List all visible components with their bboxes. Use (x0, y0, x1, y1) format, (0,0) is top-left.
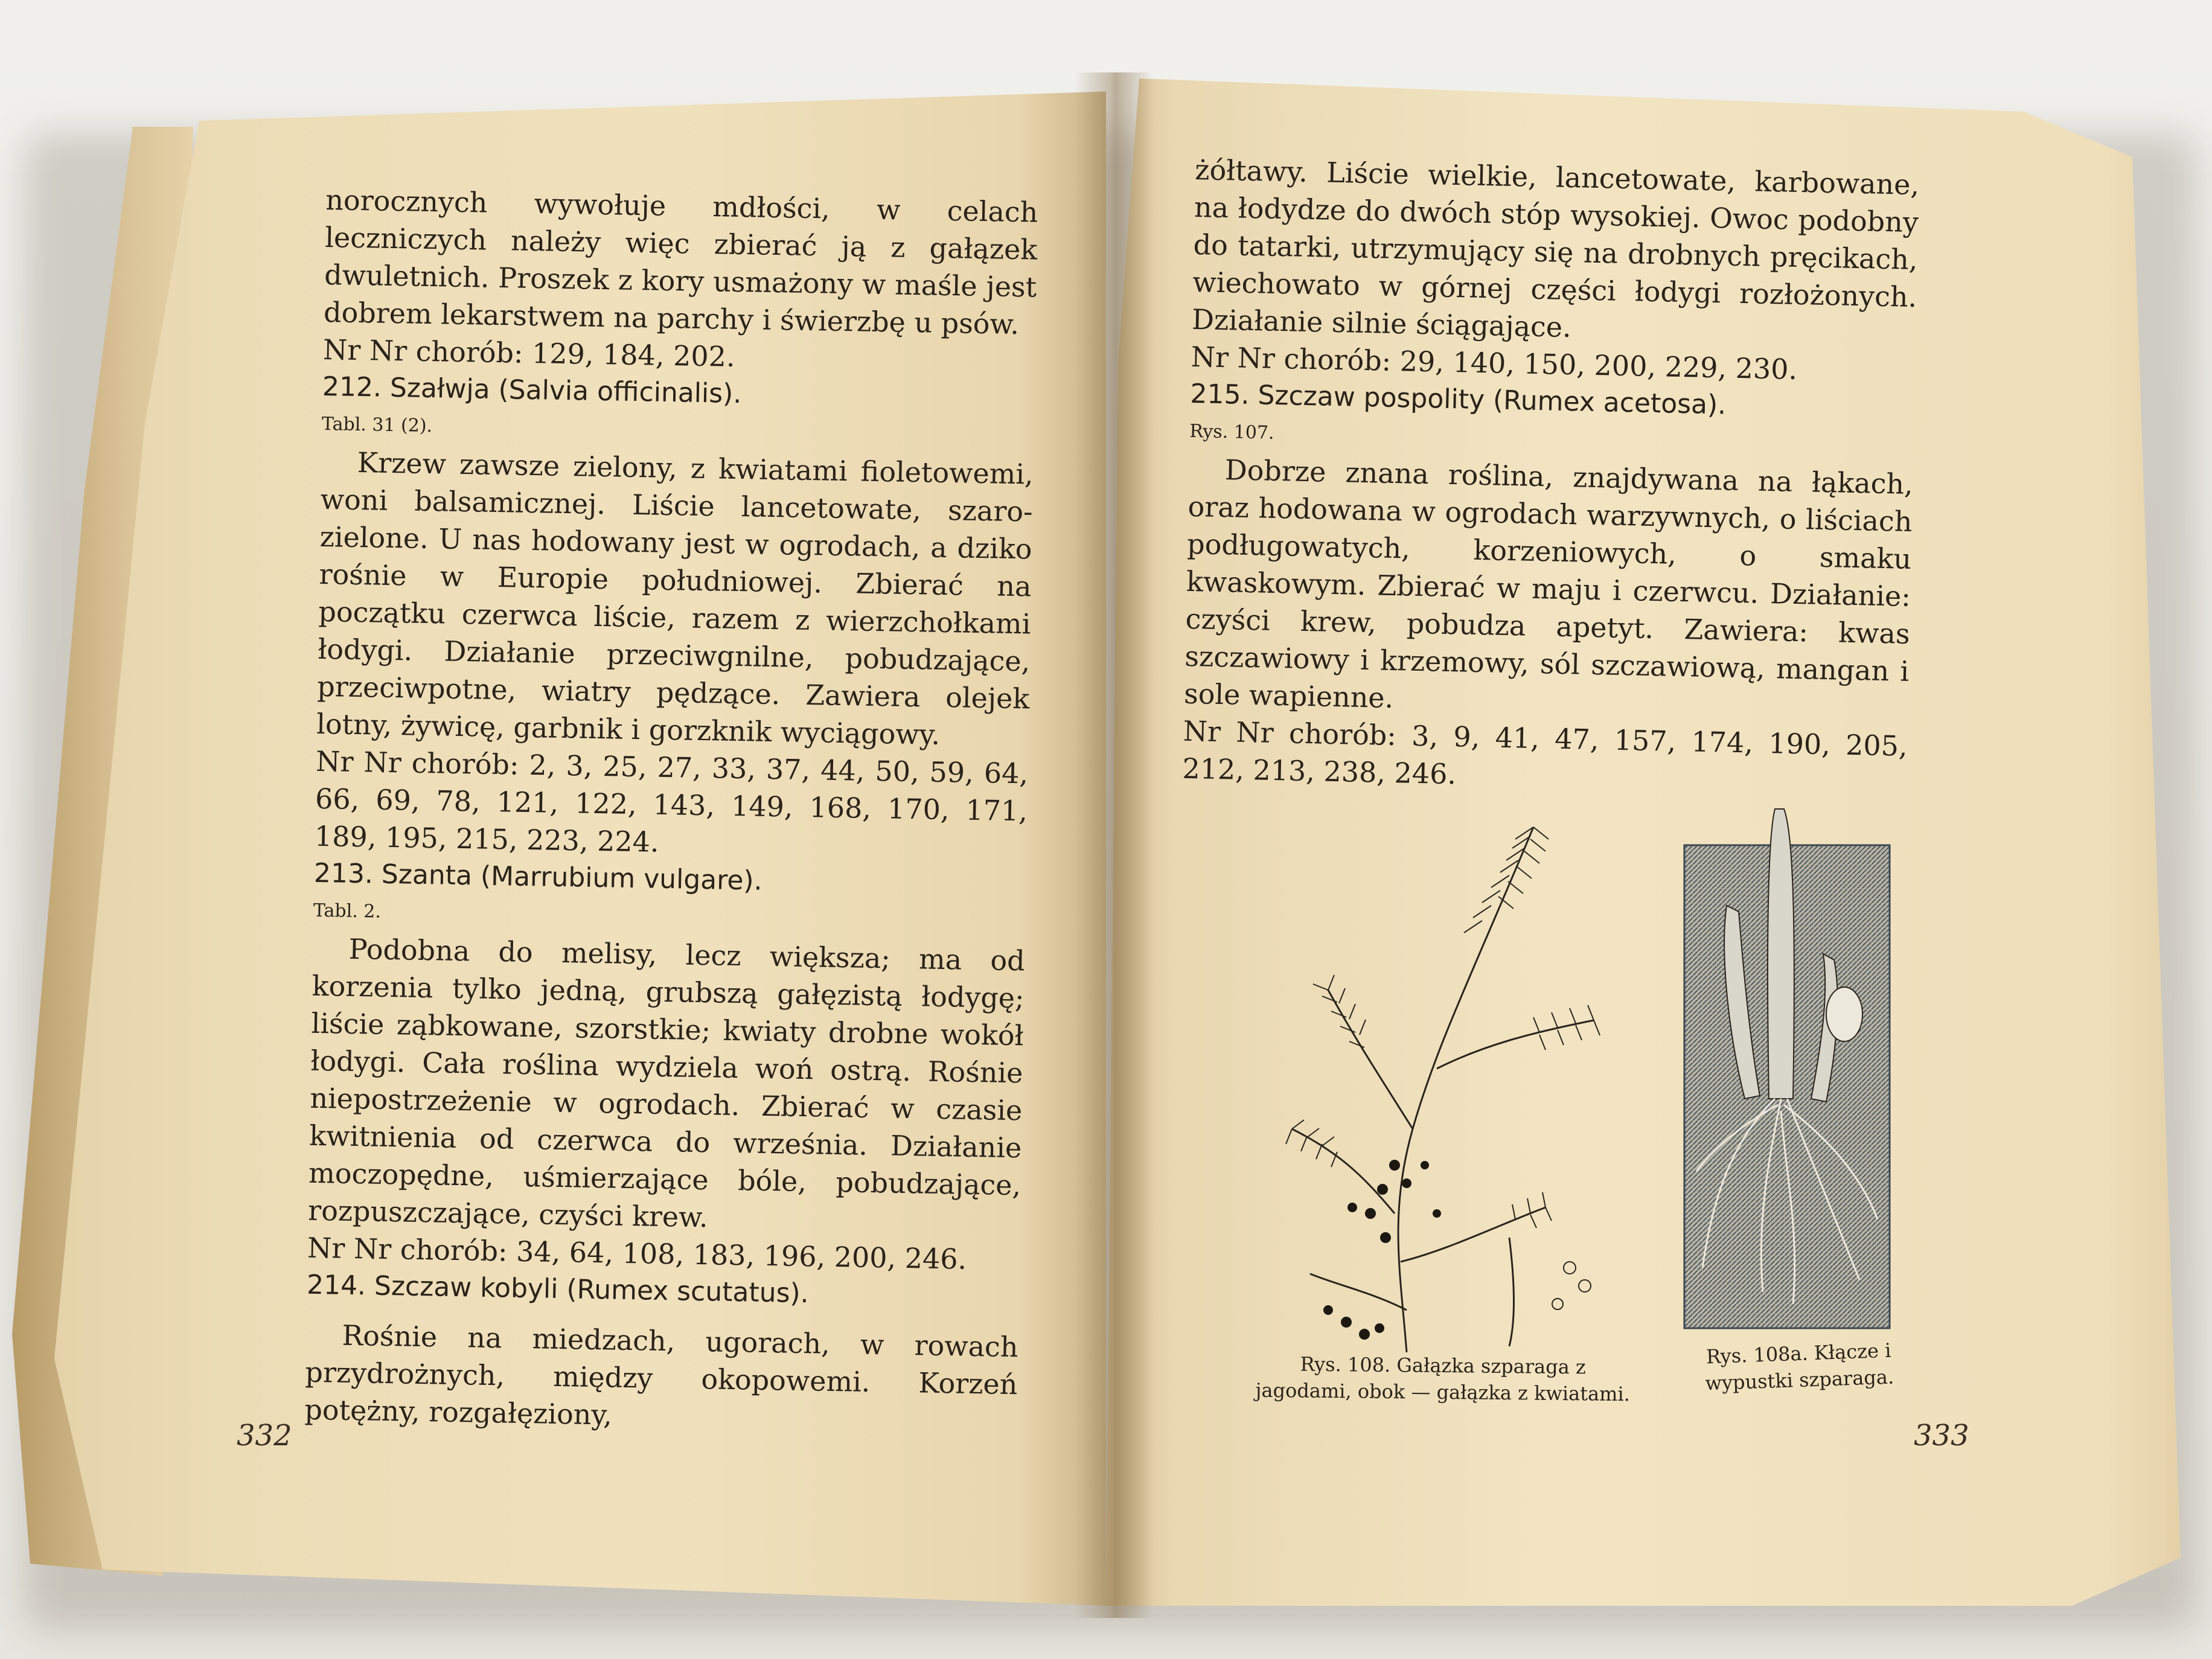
asparagus-rhizome-illustration (1678, 797, 1896, 1340)
asparagus-branch-illustration (1256, 791, 1630, 1358)
page-number-left: 332 (237, 1419, 292, 1453)
continuation-paragraph-right: żółtawy. Liście wielkie, lancetowate, karbowane, na łodydze do dwóch stóp wysokiej. Owoc podobny do tatarki, utrzymujący się na drobnych pręcikach, wiechowato w górnej części łodygi rozłożonych. Działanie silnie ściągające. (1191, 153, 1920, 344)
disease-numbers-215: Nr Nr chorób: 3, 9, 41, 47, 157, 174, 190, 205, 212, 213, 238, 246. (1182, 714, 1908, 791)
book-gutter (1075, 72, 1153, 1618)
entry-heading-215: 215. Szczaw pospolity (Rumex acetosa). (1190, 378, 1727, 421)
disease-numbers-213: Nr Nr chorób: 34, 64, 108, 183, 196, 200, 246. (307, 1231, 967, 1276)
entry-heading-213: 213. Szanta (Marrubium vulgare). (313, 857, 763, 897)
entry-body-213: Podobna do melisy, lecz większa; ma od korzenia tylko jedną, grubszą gałęzistą łodygę; liście ząbkowane, szorstkie; kwiaty drobne wokół łodygi. Cała roślina wydziela woń ostrą. Rośnie niepostrzeżenie w ogrodach. Zbierać w czasie kwitnienia od czerwca do września. Działanie moczopędne, uśmierzające bóle, pobudzające, rozpuszczające, czyści krew. (307, 932, 1026, 1234)
entry-body-215: Dobrze znana roślina, znajdywana na łąkach, oraz hodowana w ogrodach warzywnych, o liściach podługowatych, korzeniowych, o smaku kwaskowym. Zbierać w maju i czerwcu. Działanie: czyści krew, pobudza apetyt. Zawiera: kwas szczawiowy i krzemowy, sól szczawiową, mangan i sole wapienne. (1183, 453, 1914, 715)
left-page-text (304, 181, 1038, 1440)
disease-numbers-right: Nr Nr chorób: 29, 140, 150, 200, 229, 230. (1191, 340, 1798, 386)
disease-numbers-212: Nr Nr chorób: 2, 3, 25, 27, 33, 37, 44, 50, 59, 64, 66, 69, 78, 121, 122, 143, 149, 168, 170, 171, 189, 195, 215, 223, 224. (314, 744, 1029, 858)
page-number-right: 333 (1914, 1419, 1969, 1453)
plate-reference-215: Rys. 107. (1189, 420, 1274, 444)
plate-reference-212: Tabl. 31 (2). (321, 413, 433, 437)
continuation-paragraph: norocznych wywołuje mdłości, w celach leczniczych należy więc zbierać ją z gałązek dwuletnich. Proszek z kory usmażony w maśle jest dobrem lekarstwem na parchy i świerzbę u psów. (323, 183, 1038, 341)
figure-caption-108: Rys. 108. Gałązka szparaga z jagodami, obok — gałązka z kwiatami. (1255, 1352, 1631, 1406)
right-page-text (1182, 151, 1920, 802)
entry-heading-214: 214. Szczaw kobyli (Rumex scutatus). (306, 1269, 810, 1309)
entry-body-212: Krzew zawsze zielony, z kwiatami fioletowemi, woni balsamicznej. Liście lancetowate, szaro-zielone. U nas hodowany jest w ogrodach, a dziko rośnie w Europie południowej. Zbierać na początku czerwca liście, razem z wierzchołkami łodygi. Działanie przeciwgnilne, pobudzające, przeciwpotne, wiatry pędzące. Zawiera olejek lotny, żywicę, garbnik i gorzknik wyciągowy. (316, 446, 1034, 751)
entry-heading-212: 212. Szałwja (Salvia officinalis). (322, 371, 742, 410)
figure-caption-108a: Rys. 108a. Kłącze i wypustki szparaga. (1704, 1338, 1894, 1395)
disease-numbers: Nr Nr chorób: 129, 184, 202. (322, 333, 736, 373)
plate-reference-213: Tabl. 2. (313, 900, 382, 922)
entry-body-214: Rośnie na miedzach, ugorach, w rowach przydrożnych, między okopowemi. Korzeń potężny, rozgałęziony, (304, 1319, 1018, 1431)
